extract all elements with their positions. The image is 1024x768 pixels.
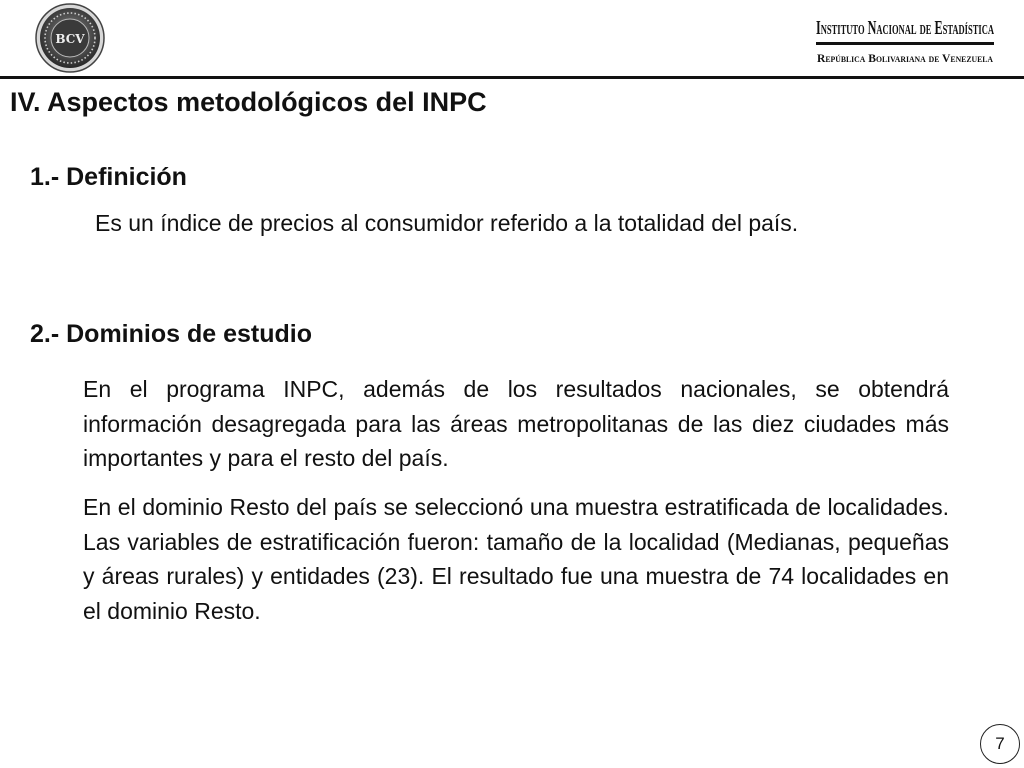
ine-logo-icon	[812, 2, 998, 70]
ine-logo-line2: República Bolivariana de Venezuela	[817, 51, 994, 65]
ine-logo-line1: Instituto Nacional de Estadística	[816, 17, 995, 39]
definition-paragraph: Es un índice de precios al consumidor referido a la totalidad del país.	[95, 210, 799, 236]
bcv-seal-icon	[28, 2, 112, 74]
section-heading-dominios: 2.- Dominios de estudio	[30, 320, 312, 348]
page-title: IV. Aspectos metodológicos del INPC	[10, 87, 487, 117]
bcv-seal-text: BCV	[55, 32, 85, 46]
header-divider	[0, 76, 1024, 79]
page-number-badge: 7	[980, 724, 1020, 764]
domains-paragraph-2: En el dominio Resto del país se seleccionó una muestra estratificada de localidades. Las variables de estratificación fueron: tamaño de la localidad (Medianas, pequeñas y áreas rurales) y entidades (23). El resultado fue una muestra de 74 localidades en el dominio Resto.	[83, 494, 949, 624]
section-heading-definicion: 1.- Definición	[30, 163, 187, 191]
domains-paragraph-1: En el programa INPC, además de los resultados nacionales, se obtendrá información desagregada para las áreas metropolitanas de las diez ciudades más importantes y para el resto del país.	[83, 376, 949, 471]
